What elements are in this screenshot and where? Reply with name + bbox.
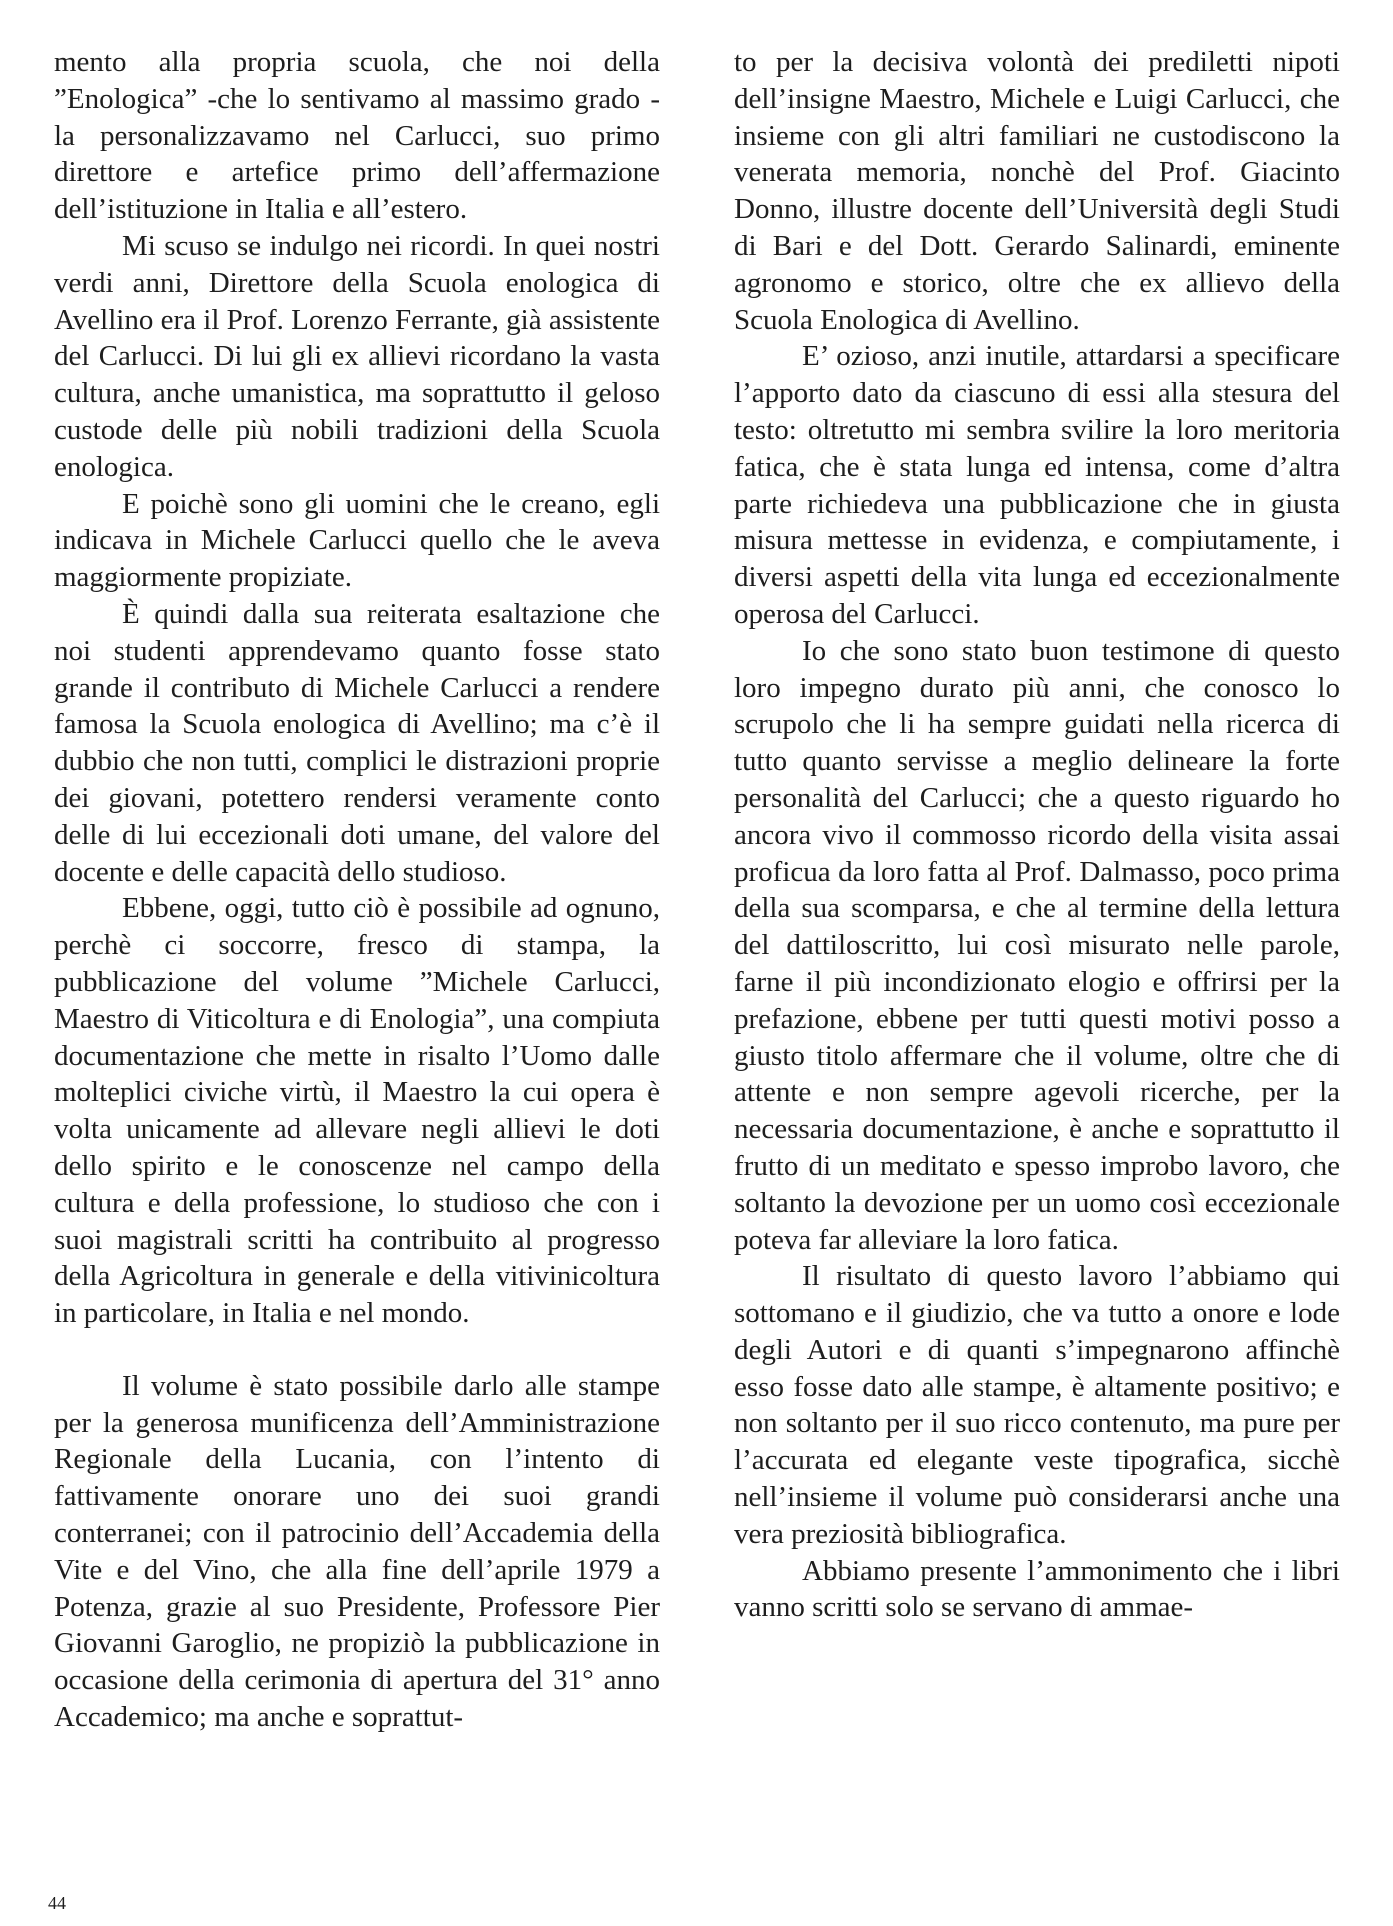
paragraph: Ebbene, oggi, tutto ciò è possibile ad ognuno, perchè ci soccorre, fresco di stampa, la pubblicazione del volume ”Michele Carlucci, Maestro di Viticoltura e di Enologia”, una compiuta documentazione che mette in risalto l’Uomo dalle molteplici civiche virtù, il Maestro la cui opera è volta unicamente ad allevare negli allievi le doti dello spirito e le conoscenze nel campo della cultura e della professione, lo studioso che con i suoi magistrali scritti ha contribuito al progresso della Agricoltura in generale e della vitivinicoltura in particolare, in Italia e nel mondo. xyxy=(54,892,660,1330)
paragraph: E poichè sono gli uomini che le creano, egli indicava in Michele Carlucci quello che le aveva maggiormente propiziate. xyxy=(54,487,660,594)
left-text-column xyxy=(54,44,660,1736)
paragraph: E’ ozioso, anzi inutile, attardarsi a specificare l’apporto dato da ciascuno di essi alla stesura del testo: oltretutto mi sembra svilire la loro meritoria fatica, che è stata lunga ed intensa, come d’altra parte richiedeva una pubblicazione che in giusta misura mettesse in evidenza, e compiutamente, i diversi aspetti della vita lunga ed eccezionalmente operosa del Carlucci. xyxy=(734,340,1340,630)
paragraph: È quindi dalla sua reiterata esaltazione che noi studenti apprendevamo quanto fosse stato grande il contributo di Michele Carlucci a rendere famosa la Scuola enologica di Avellino; ma c’è il dubbio che non tutti, complici le distrazioni proprie dei giovani, potettero rendersi veramente conto delle di lui eccezionali doti umane, del valore del docente e delle capacità dello studioso. xyxy=(54,597,660,888)
paragraph: Il risultato di questo lavoro l’abbiamo qui sottomano e il giudizio, che va tutto a onore e lode degli Autori e di quanti s’impegnarono affinchè esso fosse dato alle stampe, è altamente positivo; e non soltanto per il suo ricco contenuto, ma pure per l’accurata ed elegante veste tipografica, sicchè nell’insieme il volume può considerarsi anche una vera preziosità bibliografica. xyxy=(734,1260,1340,1550)
paragraph: Abbiamo presente l’ammonimento che i libri vanno scritti solo se servano di ammae- xyxy=(734,1554,1340,1624)
paragraph: to per la decisiva volontà dei prediletti nipoti dell’insigne Maestro, Michele e Luigi Carlucci, che insieme con gli altri familiari ne custodiscono la venerata memoria, nonchè del Prof. Giacinto Donno, illustre docente dell’Università degli Studi di Bari e del Dott. Gerardo Salinardi, eminente agronomo e storico, oltre che ex allievo della Scuola Enologica di Avellino. xyxy=(734,46,1340,336)
page-number: 44 xyxy=(48,1893,66,1913)
right-text-column xyxy=(734,44,1340,1626)
paragraph: Io che sono stato buon testimone di questo loro impegno durato più anni, che conosco lo scrupolo che li ha sempre guidati nella ricerca di tutto quanto servisse a meglio delineare la forte personalità del Carlucci; che a questo riguardo ho ancora vivo il commosso ricordo della visita assai proficua da loro fatta al Prof. Dalmasso, poco prima della sua scomparsa, e che al termine della lettura del dattiloscritto, lui così misurato nelle parole, farne il più incondizionato elogio e offrirsi per la prefazione, ebbene per tutti questi motivi posso a giusto titolo affermare che il volume, oltre che di attente e non sempre agevoli ricerche, per la necessaria documentazione, è anche e soprattutto il frutto di un meditato e spesso improbo lavoro, che soltanto la devozione per un uomo così eccezionale poteva far alleviare la loro fatica. xyxy=(734,634,1340,1256)
paragraph: mento alla propria scuola, che noi della ”Enologica” -che lo sentivamo al massimo grado -la personalizzavamo nel Carlucci, suo primo direttore e artefice primo dell’affermazione dell’istituzione in Italia e all’estero. xyxy=(54,46,660,226)
paragraph: Il volume è stato possibile darlo alle stampe per la generosa munificenza dell’Amministrazione Regionale della Lucania, con l’intento di fattivamente onorare uno dei suoi grandi conterranei; con il patrocinio dell’Accademia della Vite e del Vino, che alla fine dell’aprile 1979 a Potenza, grazie al suo Presidente, Professore Pier Giovanni Garoglio, ne propiziò la pubblicazione in occasione della cerimonia di apertura del 31° anno Accademico; ma anche e soprattut- xyxy=(54,1369,660,1734)
paragraph: Mi scuso se indulgo nei ricordi. In quei nostri verdi anni, Direttore della Scuola enologica di Avellino era il Prof. Lorenzo Ferrante, già assistente del Carlucci. Di lui gli ex allievi ricordano la vasta cultura, anche umanistica, ma soprattutto il geloso custode delle più nobili tradizioni della Scuola enologica. xyxy=(54,229,660,483)
